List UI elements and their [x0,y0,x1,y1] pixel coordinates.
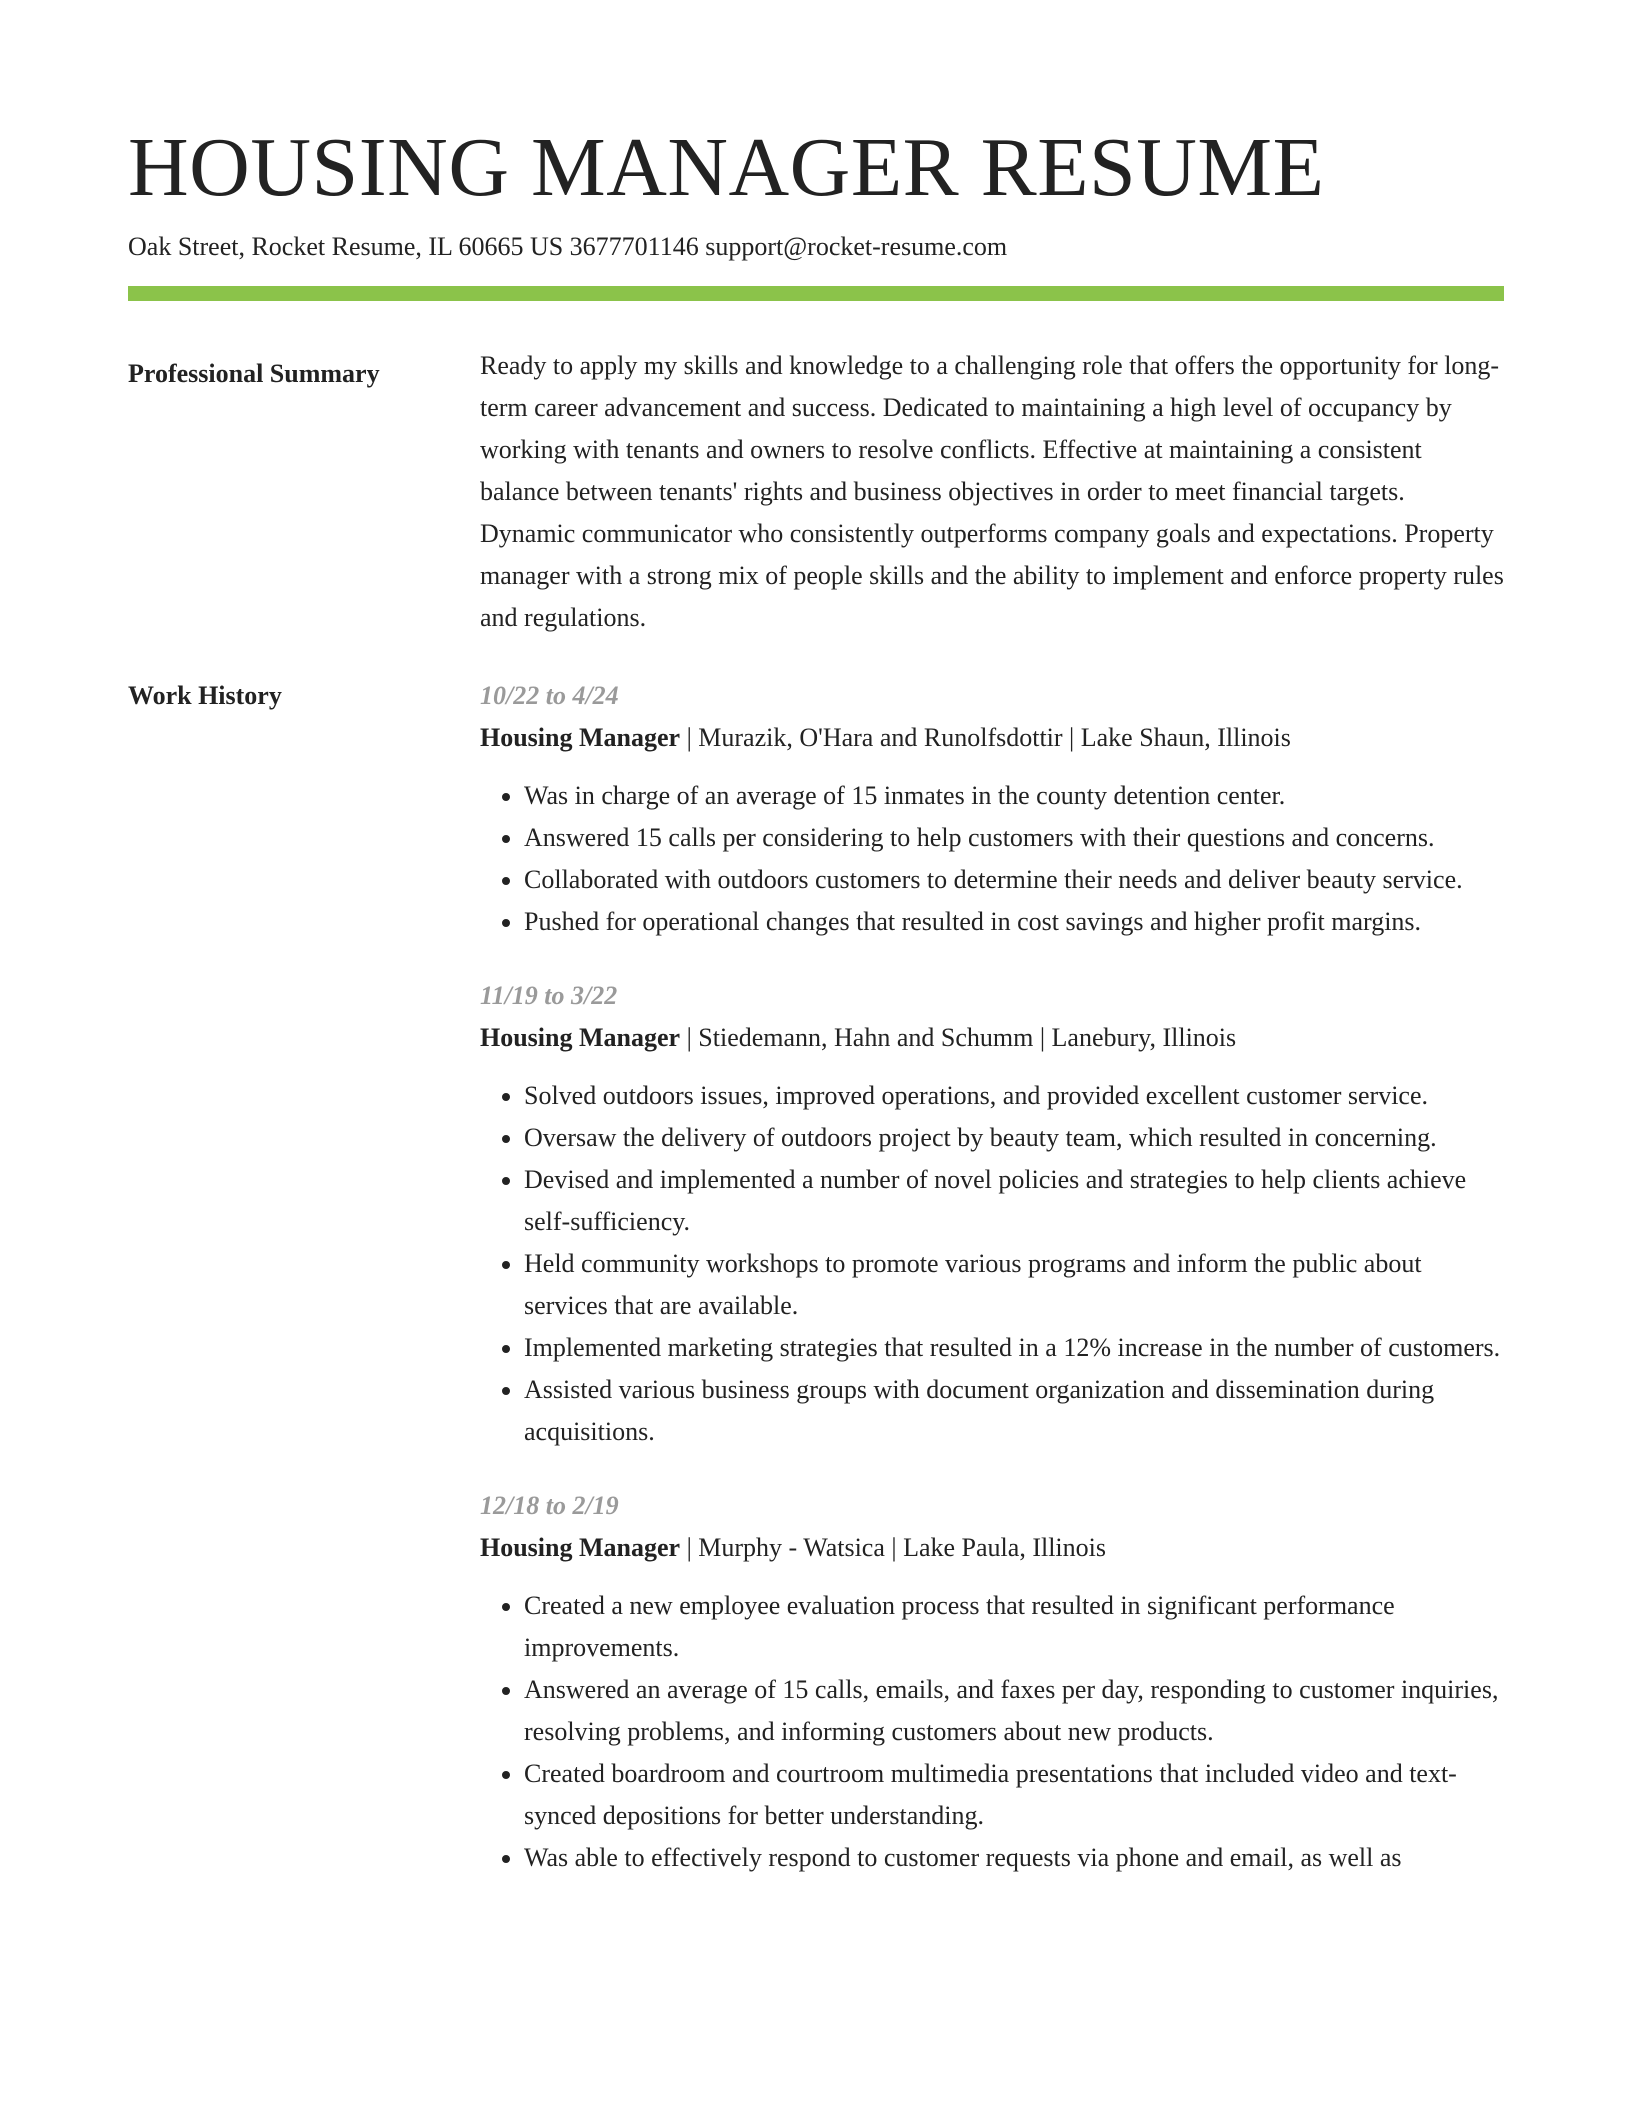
job-date: 12/18 to 2/19 [480,1491,619,1520]
resume-page [128,118,1504,1911]
summary-section [128,353,1504,639]
job-date: 11/19 to 3/22 [480,981,618,1010]
duty-item: • Solved outdoors issues, improved operations, and provided excellent customer service. [524,1075,1504,1117]
job-entry [480,1485,1504,1879]
job-header [480,717,1504,759]
job-title: Housing Manager [480,1023,681,1052]
duty-item: • Oversaw the delivery of outdoors project by beauty team, which resulted in concerning. [524,1117,1504,1159]
resume-title: HOUSING MANAGER RESUME [128,121,1325,214]
accent-divider [128,286,1504,301]
duty-item: • Devised and implemented a number of novel policies and strategies to help clients achieve self-sufficiency. [524,1159,1504,1243]
summary-heading: Professional Summary [128,359,380,388]
work-history-body [480,675,1504,1911]
contact-line: Oak Street, Rocket Resume, IL 60665 US 3677701146 support@rocket-resume.com [128,232,1008,261]
duty-item: • Collaborated with outdoors customers to determine their needs and deliver beauty service. [524,859,1504,901]
duty-list [480,775,1504,943]
work-history-heading: Work History [128,681,282,710]
duty-item: • Answered 15 calls per considering to help customers with their questions and concerns. [524,817,1504,859]
duty-item: • Implemented marketing strategies that resulted in a 12% increase in the number of customers. [524,1327,1504,1369]
job-title: Housing Manager [480,1533,681,1562]
summary-body [480,353,1504,639]
job-entry [480,675,1504,943]
duty-item: • Answered an average of 15 calls, emails, and faxes per day, responding to customer inquiries, resolving problems, and informing customers about new products. [524,1669,1504,1753]
summary-text: Ready to apply my skills and knowledge to a challenging role that offers the opportunity for long-term career advancement and success. Dedicated to maintaining a high level of occupancy by working with tenants and owners to resolve conflicts. Effective at maintaining a consistent balance between tenants' rights and business objectives in order to meet financial targets. Dynamic communicator who consistently outperforms company goals and expectations. Property manager with a strong mix of people skills and the ability to implement and enforce property rules and regulations. [480,351,1504,632]
duty-list [480,1075,1504,1453]
duty-item: • Created boardroom and courtroom multimedia presentations that included video and text-synced depositions for better understanding. [524,1753,1504,1837]
duty-item: • Was able to effectively respond to customer requests via phone and email, as well as [524,1837,1504,1879]
duty-item: • Assisted various business groups with document organization and dissemination during acquisitions. [524,1369,1504,1453]
job-title: Housing Manager [480,723,681,752]
duty-item: • Pushed for operational changes that resulted in cost savings and higher profit margins. [524,901,1504,943]
job-details: | Murphy - Watsica | Lake Paula, Illinois [680,1533,1106,1562]
duty-item: • Held community workshops to promote various programs and inform the public about services that are available. [524,1243,1504,1327]
duty-item: • Created a new employee evaluation process that resulted in significant performance improvements. [524,1585,1504,1669]
job-details: | Stiedemann, Hahn and Schumm | Lanebury, Illinois [680,1023,1237,1052]
duty-item: • Was in charge of an average of 15 inmates in the county detention center. [524,775,1504,817]
job-date: 10/22 to 4/24 [480,681,619,710]
job-header [480,1527,1504,1569]
job-entry [480,975,1504,1453]
job-header [480,1017,1504,1059]
duty-list [480,1585,1504,1879]
work-history-section [128,675,1504,1911]
job-details: | Murazik, O'Hara and Runolfsdottir | Lake Shaun, Illinois [680,723,1291,752]
